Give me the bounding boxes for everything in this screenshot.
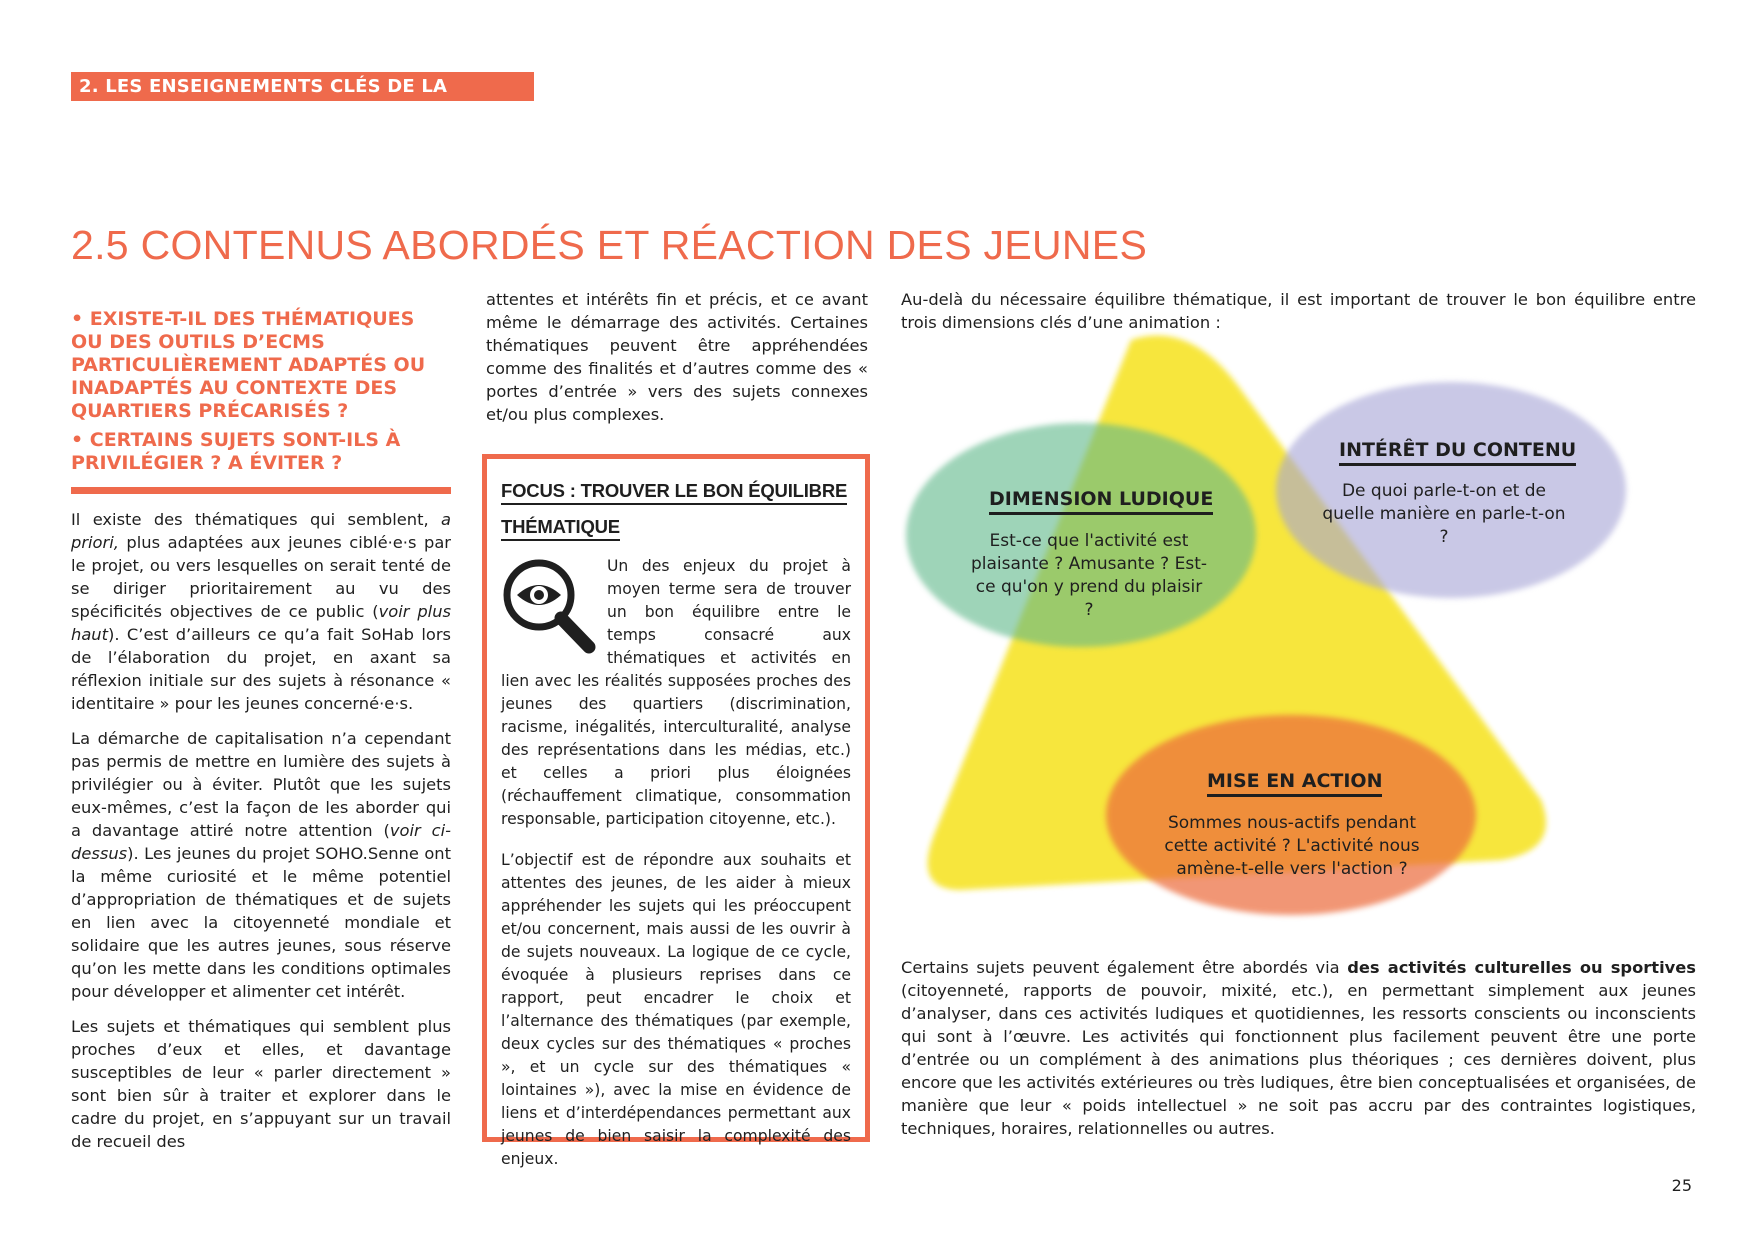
page-title: 2.5 CONTENUS ABORDÉS ET RÉACTION DES JEUNES [71,222,1148,268]
section-tag: 2. LES ENSEIGNEMENTS CLÉS DE LA DÉMARCHE [71,72,534,101]
ludique-text: Est-ce que l'activité est plaisante ? Amusante ? Est-ce qu'on y prend du plaisir ? [970,531,1208,620]
action-text: Sommes nous-actifs pendant cette activité ? L'activité nous amène-t-elle vers l'action ? [1164,813,1420,879]
three-dimensions-diagram [901,330,1696,930]
right-bottom-text: Certains sujets peuvent également être abordés via des activités culturelles ou sportives (citoyenneté, rapports de pouvoir, mixité, etc.), en permettant simplement aux jeunes d’analyser, dans ces activités ludiques et quotidiennes, les ressorts conscients ou inconscients qui sont à l’œuvre. Les activités qui fonctionnent plus facilement peuvent être une porte d’entrée ou un complément à des animations plus théoriques ; ces dernières doivent, plus encore que les activités extérieures ou très ludiques, être bien conceptualisées et organisées, de manière que leur « poids intellectuel » ne soit pas accru par des contraintes logistiques, techniques, horaires, relationnelles ou autres. [901,958,1696,1138]
middle-column [486,288,868,426]
question-divider [71,487,451,494]
paragraph-1: Il existe des thématiques qui semblent, a priori, plus adaptées aux jeunes ciblé·e·s par le projet, ou vers lesquelles on serait tenté de se diriger prioritairement au vu des spécificités objectives de ce public (voir plus haut). C’est d’ailleurs ce qu’a fait SoHab lors de l’élaboration du projet, en axant sa réflexion initiale sur des sujets à résonance « identitaire » pour les jeunes concerné·e·s. [71,510,451,713]
interet-text: De quoi parle-t-on et de quelle manière en parle-t-on ? [1322,481,1566,547]
paragraph-3: Les sujets et thématiques qui semblent plus proches d’eux et elles, et davantage susceptibles de leur « parler directement » sont bien sûr à traiter et explorer dans le cadre du projet, en s’appuyant sur un travail de recueil des [71,1017,451,1151]
ludique-title: DIMENSION LUDIQUE [989,488,1213,515]
magnifier-eye-icon [497,555,597,655]
question-1: • EXISTE-T-IL DES THÉMATIQUES OU DES OUTILS D’ECMS PARTICULIÈREMENT ADAPTÉS OU INADAPTÉS AU CONTEXTE DES QUARTIERS PRÉCARISÉS ? [71,308,426,422]
focus-paragraph-2: L’objectif est de répondre aux souhaits et attentes des jeunes, de les aider à mieux appréhender les sujets qui les préoccupent et/ou concernent, mais aussi de les ouvrir à de sujets nouveaux. La logique de ce cycle, évoquée à plusieurs reprises dans ce rapport, peut encadrer le choix et l’alternance des thématiques (par exemple, deux cycles sur des thématiques « proches », et un cycle sur des thématiques « lointaines »), avec la mise en évidence de liens et d’interdépendances permettant aux jeunes de bien saisir la complexité des enjeux. [501,851,851,1168]
right-bottom [901,956,1696,1140]
left-column [71,308,451,1153]
focus-box [482,454,870,1168]
action-title: MISE EN ACTION [1207,770,1382,797]
focus-paragraph-1: Un des enjeux du projet à moyen terme sera de trouver un bon équilibre entre le temps consacré aux thématiques et activités en lien avec les réalités supposées proches des jeunes des quartiers (discrimination, racisme, inégalités, interculturalité, analyse des représentations dans les médias, etc.) et celles a priori plus éloignées (réchauffement climatique, consommation responsable, participation citoyenne, etc.). [501,555,851,831]
middle-intro: attentes et intérêts fin et précis, et ce avant même le démarrage des activités. Certaines thématiques peuvent être appréhendées comme des finalités et d’autres comme des « portes d’entrée » vers des sujets connexes et/ou plus complexes. [486,290,868,424]
right-intro-text: Au-delà du nécessaire équilibre thématique, il est important de trouver le bon équilibre entre trois dimensions clés d’une animation : [901,290,1696,332]
right-intro [901,288,1696,334]
question-2: • CERTAINS SUJETS SONT-ILS À PRIVILÉGIER ? A ÉVITER ? [71,429,401,474]
paragraph-2: La démarche de capitalisation n’a cependant pas permis de mettre en lumière des sujets à privilégier ou à éviter. Plutôt que les sujets eux-mêmes, c’est la façon de les aborder qui a davantage attiré notre attention (voir ci-dessus). Les jeunes du projet SOHO.Senne ont la même curiosité et le même potentiel d’appropriation de thématiques et de sujets en lien avec la citoyenneté mondiale et solidaire que les autres jeunes, sous réserve qu’on les mette dans les conditions optimales pour développer et alimenter cet intérêt. [71,729,451,1001]
focus-title: FOCUS : TROUVER LE BON ÉQUILIBRE THÉMATIQUE [501,473,851,545]
interet-title: INTÉRÊT DU CONTENU [1339,439,1576,466]
page-number: 25 [1671,1176,1692,1195]
